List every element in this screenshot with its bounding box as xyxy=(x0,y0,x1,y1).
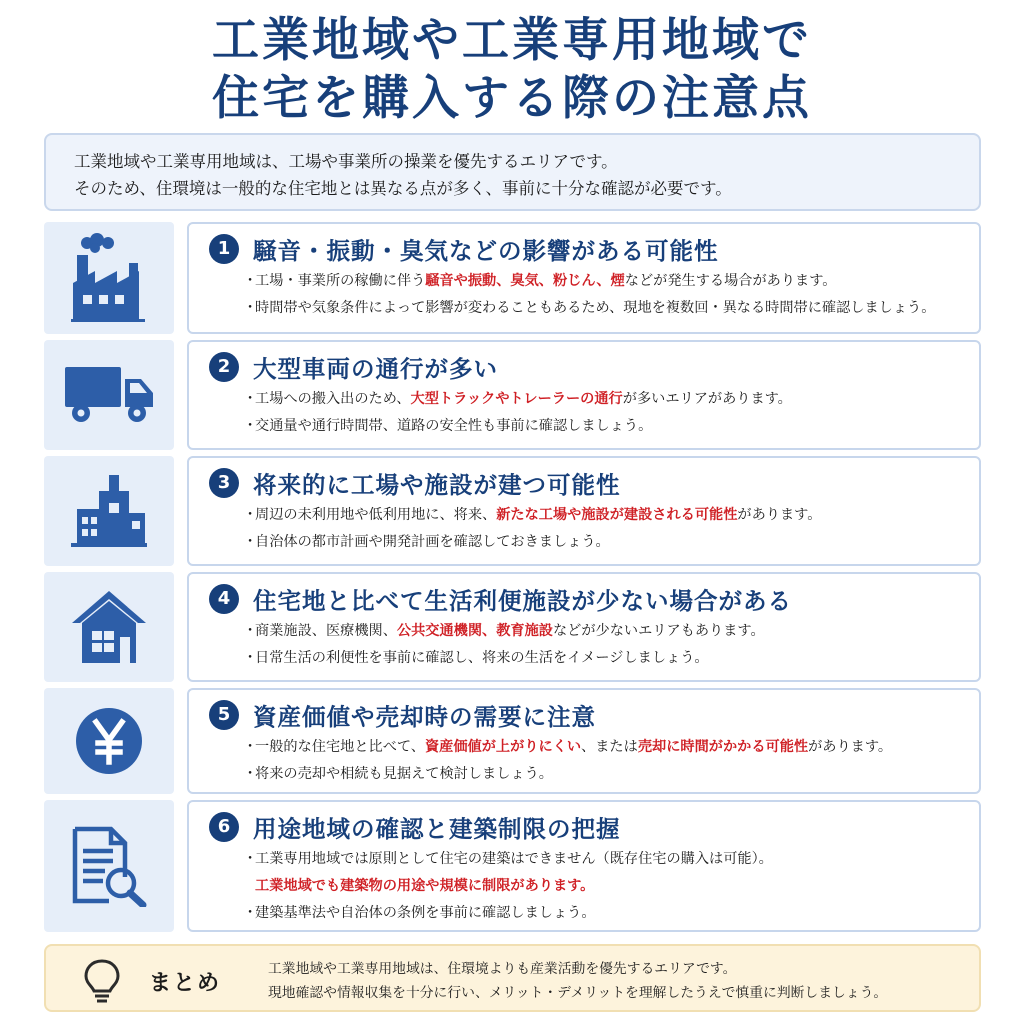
bullet: ・商業施設、医療機関、公共交通機関、教育施設などが少ないエリアもあります。 xyxy=(243,623,765,639)
section-1 xyxy=(44,222,981,334)
bullet: ・時間帯や気象条件によって影響が変わることもあるため、現地を複数回・異なる時間帯に確認しましょう。 xyxy=(243,300,936,316)
section-heading: 騒音・振動・臭気などの影響がある可能性 xyxy=(253,237,719,265)
section-3 xyxy=(44,456,981,566)
document-search-icon xyxy=(69,825,149,907)
summary-label: まとめ xyxy=(149,971,222,996)
page-title xyxy=(0,12,1024,128)
section-card xyxy=(187,800,981,932)
bullet: ・工場への搬入出のため、大型トラックやトレーラーの通行が多いエリアがあります。 xyxy=(243,391,792,407)
section-4 xyxy=(44,572,981,682)
section-card xyxy=(187,572,981,682)
section-number: 6 xyxy=(209,812,239,842)
bullet: ・工場・事業所の稼働に伴う騒音や振動、臭気、粉じん、煙などが発生する場合があります。 xyxy=(243,273,837,289)
bullet: ・自治体の都市計画や開発計画を確認しておきましょう。 xyxy=(243,534,610,550)
bullet: ・一般的な住宅地と比べて、資産価値が上がりにくい、または売却に時間がかかる可能性があります。 xyxy=(243,739,893,755)
section-number: 5 xyxy=(209,700,239,730)
lightbulb-icon xyxy=(82,958,122,1004)
factory-building-icon xyxy=(69,473,149,549)
truck-icon xyxy=(63,365,155,425)
icon-panel xyxy=(44,572,174,682)
bullet: ・建築基準法や自治体の条例を事前に確認しましょう。 xyxy=(243,905,596,921)
section-number: 1 xyxy=(209,234,239,264)
section-card xyxy=(187,456,981,566)
icon-panel xyxy=(44,800,174,932)
intro-line-1: 工業地域や工業専用地域は、工場や事業所の操業を優先するエリアです。 xyxy=(74,152,618,171)
title-line-2: 住宅を購入する際の注意点 xyxy=(212,71,812,126)
section-heading: 資産価値や売却時の需要に注意 xyxy=(253,703,596,731)
bullet: ・将来の売却や相続も見据えて検討しましょう。 xyxy=(243,766,553,782)
section-heading: 将来的に工場や施設が建つ可能性 xyxy=(253,471,621,499)
icon-panel xyxy=(44,688,174,794)
title-line-1: 工業地域や工業専用地域で xyxy=(212,13,812,68)
section-card xyxy=(187,340,981,450)
section-number: 3 xyxy=(209,468,239,498)
bullet: ・日常生活の利便性を事前に確認し、将来の生活をイメージしましょう。 xyxy=(243,650,709,666)
section-card xyxy=(187,688,981,794)
yen-icon xyxy=(74,706,144,776)
section-number: 4 xyxy=(209,584,239,614)
factory-icon xyxy=(69,233,149,323)
warning-note: 工業地域でも建築物の用途や規模に制限があります。 xyxy=(255,878,595,894)
intro-line-2: そのため、住環境は一般的な住宅地とは異なる点が多く、事前に十分な確認が必要です。 xyxy=(74,179,732,198)
section-6 xyxy=(44,800,981,932)
icon-panel xyxy=(44,222,174,334)
summary-line-2: 現地確認や情報収集を十分に行い、メリット・デメリットを理解したうえで慎重に判断しましょう。 xyxy=(268,985,888,1001)
bullet: ・工業専用地域では原則として住宅の建築はできません（既存住宅の購入は可能）。 xyxy=(243,851,773,867)
intro-box xyxy=(44,133,981,211)
icon-panel xyxy=(44,340,174,450)
section-heading: 用途地域の確認と建築制限の把握 xyxy=(253,815,621,843)
bullet: ・周辺の未利用地や低利用地に、将来、新たな工場や施設が建設される可能性があります。 xyxy=(243,507,822,523)
section-number: 2 xyxy=(209,352,239,382)
section-2 xyxy=(44,340,981,450)
summary-text xyxy=(268,957,887,1005)
summary-box xyxy=(44,944,981,1012)
section-5 xyxy=(44,688,981,794)
section-heading: 大型車両の通行が多い xyxy=(253,355,498,383)
icon-panel xyxy=(44,456,174,566)
house-icon xyxy=(70,589,148,665)
summary-line-1: 工業地域や工業専用地域は、住環境よりも産業活動を優先するエリアです。 xyxy=(268,961,737,977)
section-card xyxy=(187,222,981,334)
section-heading: 住宅地と比べて生活利便施設が少ない場合がある xyxy=(253,587,792,615)
bullet: ・交通量や通行時間帯、道路の安全性も事前に確認しましょう。 xyxy=(243,418,653,434)
